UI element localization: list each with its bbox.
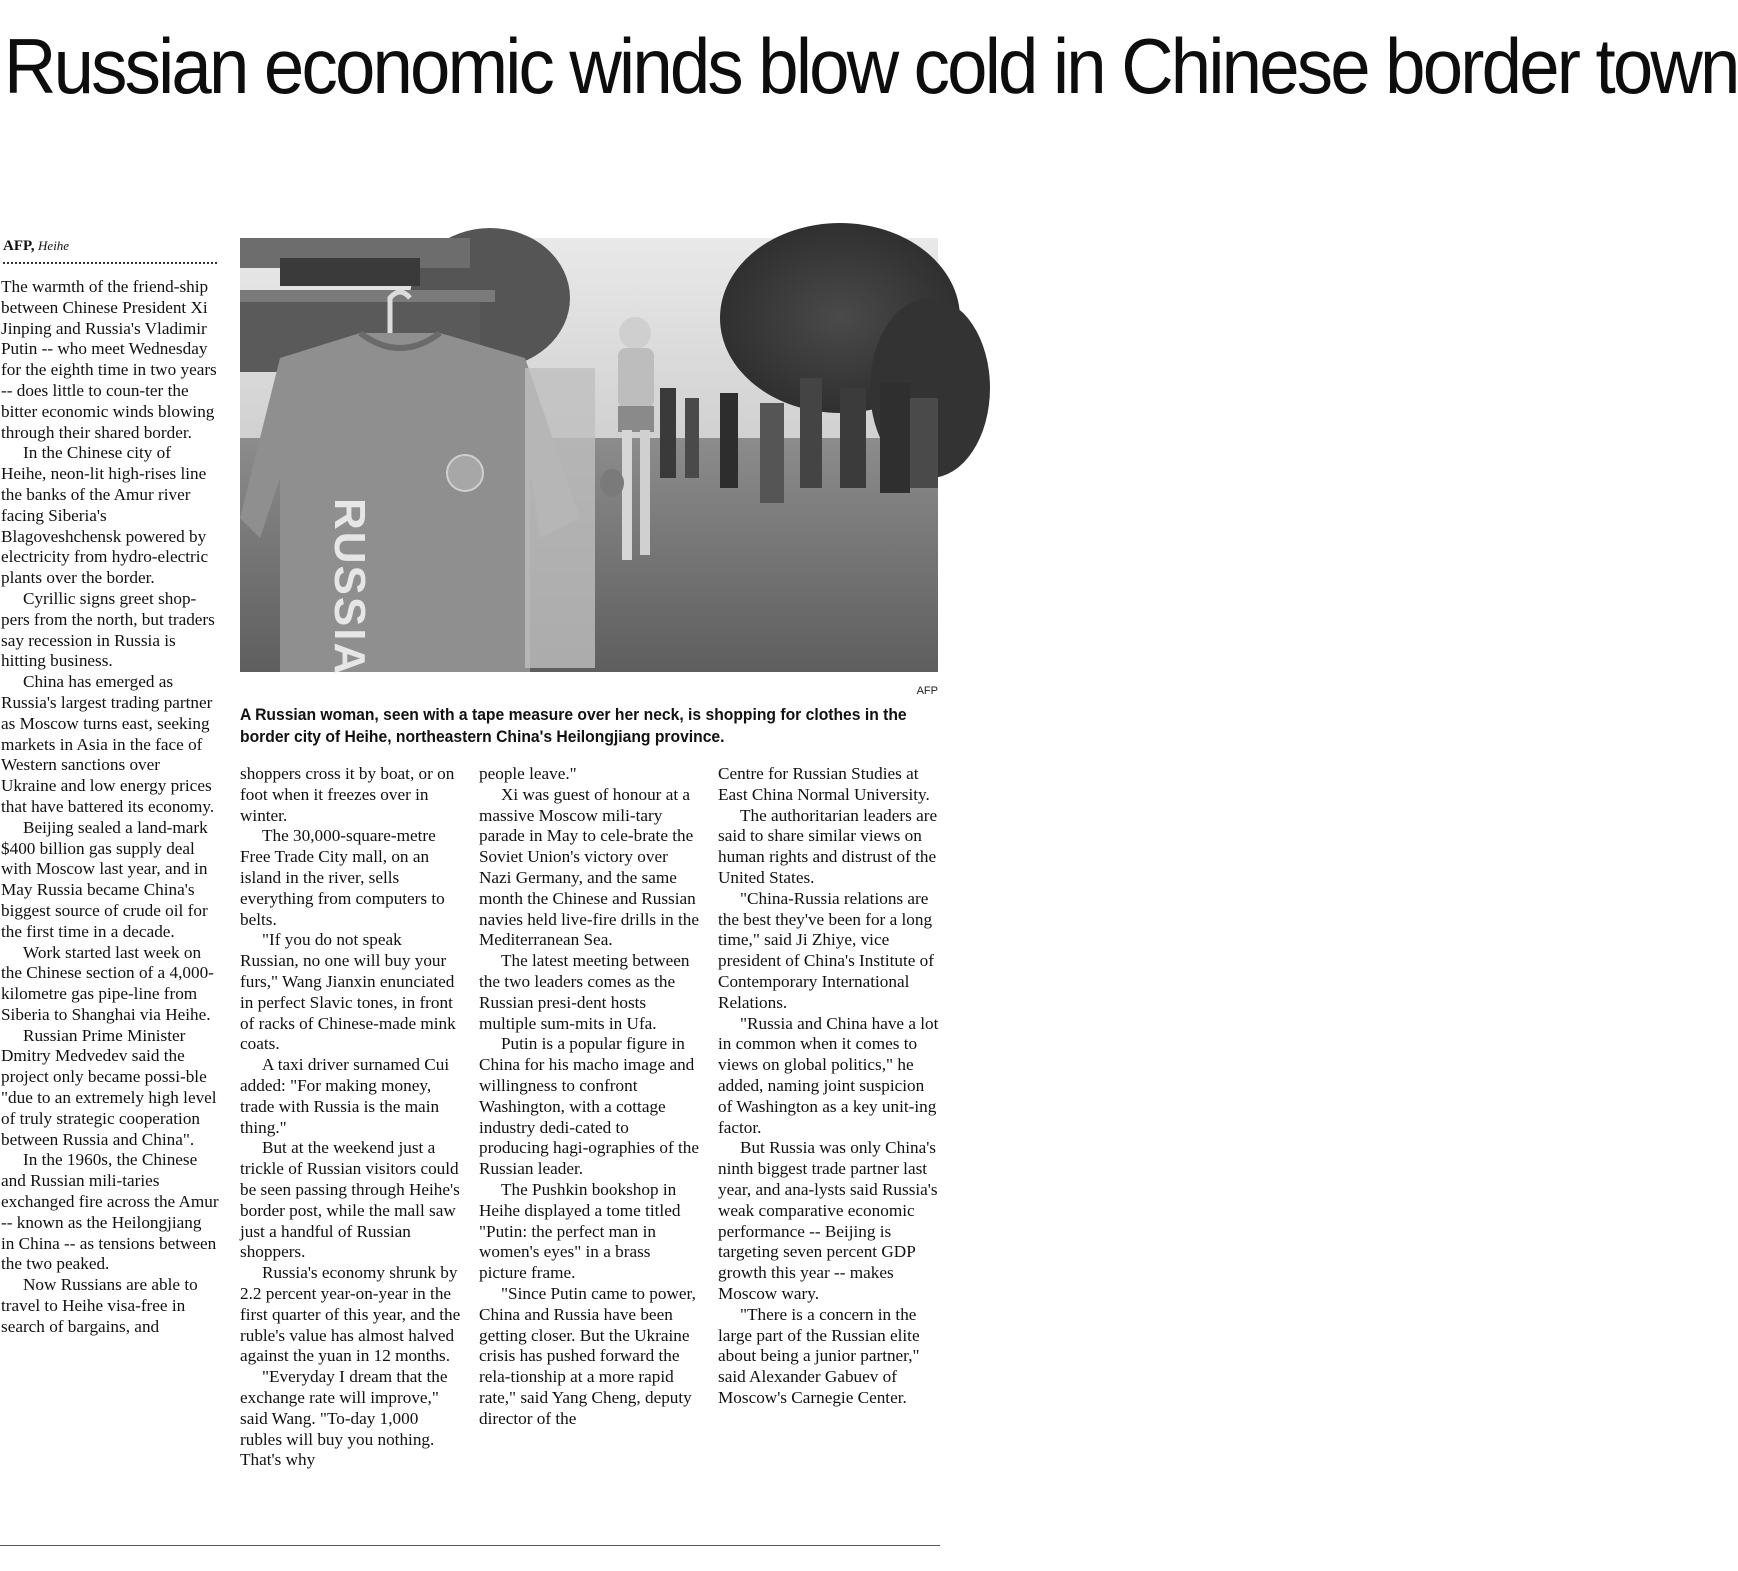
bottom-rule <box>0 1545 940 1546</box>
paragraph: "There is a concern in the large part of the Russian elite about being a junior partner," said Alexander Gabuev of Moscow's Carnegie Center. <box>718 1304 920 1407</box>
paragraph: people leave." <box>479 764 577 783</box>
paragraph: "China-Russia relations are the best they've been for a long time," said Ji Zhiye, vice president of China's Institute of Contemporary International Relations. <box>718 888 934 1012</box>
paragraph: "Russia and China have a lot in common when it comes to views on global politics," he added, naming joint suspicion of Washington as a key unit-ing factor. <box>718 1013 939 1137</box>
headline: Russian economic winds blow cold in Chinese border town <box>4 22 1738 110</box>
paragraph: Xi was guest of honour at a massive Moscow mili-tary parade in May to cele-brate the Soviet Union's victory over Nazi Germany, and the same month the Chinese and Russian navies held live-fire drills in the Mediterranean Sea. <box>479 784 700 950</box>
paragraph: The latest meeting between the two leaders comes as the Russian presi-dent hosts multiple sum-mits in Ufa. <box>479 951 690 1033</box>
paragraph: The warmth of the friend-ship between Chinese President Xi Jinping and Russia's Vladimir Putin -- who meet Wednesday for the eighth time in two years -- does little to coun-ter the bitter economic winds blowing through their shared border. <box>1 277 217 442</box>
paragraph: Now Russians are able to travel to Heihe visa-free in search of bargains, and <box>1 1275 198 1336</box>
paragraph: shoppers cross it by boat, or on foot when it freezes over in winter. <box>240 764 455 825</box>
paragraph: The 30,000-square-metre Free Trade City mall, on an island in the river, sells everything from computers to belts. <box>240 826 445 929</box>
paragraph: In the Chinese city of Heihe, neon-lit high-rises line the banks of the Amur river facing Siberia's Blagoveshchensk powered by electricity from hydro-electric plants over the border. <box>1 443 209 588</box>
byline-place: Heihe <box>38 238 70 253</box>
photo-caption: A Russian woman, seen with a tape measure over her neck, is shopping for clothes in the border city of Heihe, northeastern China's Heilongjiang province. <box>240 706 907 746</box>
article-column-1 <box>1 277 219 1338</box>
article-photo <box>240 238 938 677</box>
article-column-4 <box>718 764 940 1409</box>
paragraph: In the 1960s, the Chinese and Russian mili-taries exchanged fire across the Amur -- known as the Heilongjiang in China -- as tensions between the two peaked. <box>1 1150 219 1274</box>
paragraph: But at the weekend just a trickle of Russian visitors could be seen passing through Heihe's border post, while the mall saw just a handful of Russian shoppers. <box>240 1138 460 1262</box>
shirt-russia-text: RUSSIA <box>325 498 374 677</box>
paragraph: Beijing sealed a land-mark $400 billion gas supply deal with Moscow last year, and in May Russia became China's biggest source of crude oil for the first time in a decade. <box>1 817 208 941</box>
paragraph: The Pushkin bookshop in Heihe displayed a tome titled "Putin: the perfect man in women's eyes" in a brass picture frame. <box>479 1179 681 1283</box>
paragraph: Cyrillic signs greet shop-pers from the north, but traders say recession in Russia is hitting business. <box>1 588 215 671</box>
paragraph: "If you do not speak Russian, no one will buy your furs," Wang Jianxin enunciated in perfect Slavic tones, in front of racks of Chinese-made mink coats. <box>240 930 456 1054</box>
byline-agency: AFP, <box>3 238 35 254</box>
paragraph: Putin is a popular figure in China for his macho image and willingness to confront Washington, with a cottage industry dedi-cated to producing hagi-ographies of the Russian leader. <box>479 1034 700 1179</box>
byline-divider <box>3 262 217 264</box>
paragraph: "Since Putin came to power, China and Russia have been getting closer. But the Ukraine crisis has pushed forward the rela-tionship at a more rapid rate," said Yang Cheng, deputy director of the <box>479 1283 696 1428</box>
article-column-3 <box>479 764 701 1430</box>
paragraph: "Everyday I dream that the exchange rate will improve," said Wang. "To-day 1,000 rubles will buy you nothing. That's why <box>240 1367 448 1470</box>
paragraph: Work started last week on the Chinese section of a 4,000-kilometre gas pipe-line from Siberia to Shanghai via Heihe. <box>1 942 214 1024</box>
paragraph: China has emerged as Russia's largest trading partner as Moscow turns east, seeking markets in Asia in the face of Western sanctions over Ukraine and low energy prices that have battered its economy. <box>1 672 215 816</box>
paragraph: Russia's economy shrunk by 2.2 percent year-on-year in the first quarter of this year, and the ruble's value has almost halved against the yuan in 12 months. <box>240 1263 461 1366</box>
photo-credit: AFP <box>916 685 938 697</box>
paragraph: Centre for Russian Studies at East China Normal University. <box>718 764 930 804</box>
paragraph: But Russia was only China's ninth biggest trade partner last year, and ana-lysts said Russia's weak comparative economic performance -- Beijing is targeting seven percent GDP growth this year -- makes Moscow wary. <box>718 1138 938 1303</box>
article-column-2 <box>240 764 462 1471</box>
byline <box>3 238 217 255</box>
paragraph: A taxi driver surnamed Cui added: "For making money, trade with Russia is the main thing." <box>240 1055 450 1137</box>
paragraph: The authoritarian leaders are said to share similar views on human rights and distrust of the United States. <box>718 805 938 887</box>
paragraph: Russian Prime Minister Dmitry Medvedev said the project only became possi-ble "due to an extremely high level of truly strategic cooperation between Russia and China". <box>1 1025 217 1149</box>
